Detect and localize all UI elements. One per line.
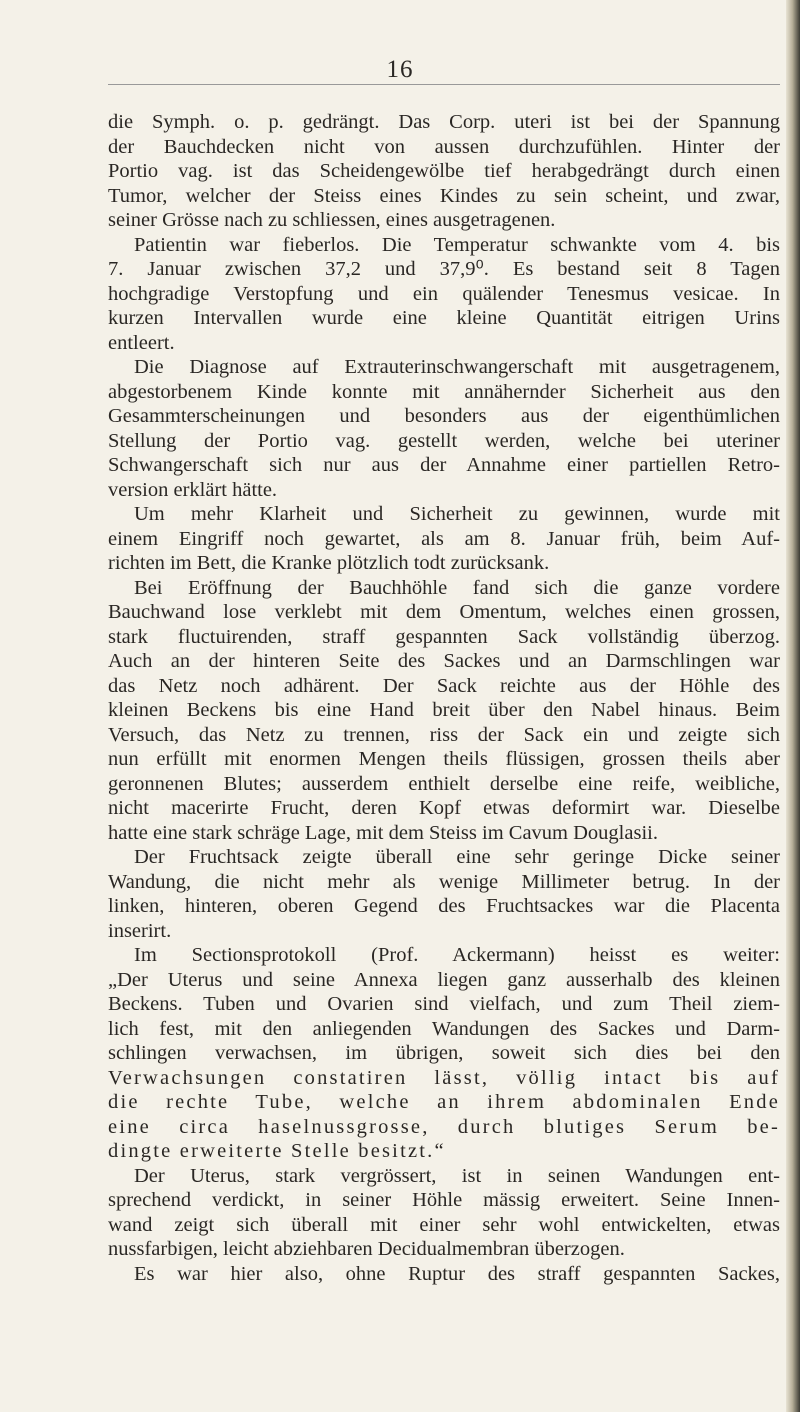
text-line: Schwangerschaft sich nur aus der Annahme einer partiellen Retro-	[108, 454, 780, 476]
text-line: kleinen Beckens bis eine Hand breit über den Nabel hinaus. Beim	[108, 699, 780, 721]
text-line: Beckens. Tuben und Ovarien sind vielfach, und zum Theil ziem-	[108, 993, 780, 1015]
text-line: 7. Januar zwischen 37,2 und 37,9⁰. Es bestand seit 8 Tagen	[108, 258, 780, 280]
text-line: Stellung der Portio vag. gestellt werden, welche bei uteriner	[108, 429, 780, 452]
text-line: Patientin war fieberlos. Die Temperatur schwankte vom 4. bis	[134, 233, 780, 256]
text-line: eine circa haselnussgrosse, durch blutiges Serum be-	[108, 1115, 780, 1138]
text-line: entleert.	[108, 331, 175, 354]
text-line: seiner Grösse nach zu schliessen, eines ausgetragenen.	[108, 209, 556, 231]
text-line: der Bauchdecken nicht von aussen durchzufühlen. Hinter der	[108, 135, 780, 158]
text-line: version erklärt hätte.	[108, 478, 278, 501]
text-line: Der Fruchtsack zeigte überall eine sehr geringe Dicke seiner	[134, 846, 780, 868]
text-line: Bei Eröffnung der Bauchhöhle fand sich die ganze vordere	[134, 576, 780, 599]
text-line: Wandung, die nicht mehr als wenige Millimeter betrug. In der	[108, 870, 780, 893]
text-line: schlingen verwachsen, im übrigen, soweit sich dies bei den	[108, 1042, 780, 1064]
text-line: dingte erweiterte Stelle besitzt.“	[108, 1140, 446, 1162]
text-line: Portio vag. ist das Scheidengewölbe tief herabgedrängt durch einen	[108, 160, 780, 182]
text-line: nicht macerirte Frucht, deren Kopf etwas deformirt war. Dieselbe	[108, 797, 780, 819]
text-line: das Netz noch adhärent. Der Sack reichte aus der Höhle des	[108, 674, 780, 697]
header-rule	[108, 84, 780, 85]
text-line: richten im Bett, die Kranke plötzlich todt zurücksank.	[108, 552, 550, 574]
text-line: die Symph. o. p. gedrängt. Das Corp. uteri ist bei der Spannung	[108, 111, 780, 133]
text-line: geronnenen Blutes; ausserdem enthielt derselbe eine reife, weibliche,	[108, 772, 780, 795]
text-line: sprechend verdickt, in seiner Höhle mässig erweitert. Seine Innen-	[108, 1189, 780, 1211]
text-line: hochgradige Verstopfung und ein quälender Tenesmus vesicae. In	[108, 282, 780, 305]
text-line: nun erfüllt mit enormen Mengen theils flüssigen, grossen theils aber	[108, 748, 780, 770]
text-line: hatte eine stark schräge Lage, mit dem Steiss im Cavum Douglasii.	[108, 821, 658, 844]
text-line: Es war hier also, ohne Ruptur des straff gespannten Sackes,	[134, 1262, 780, 1285]
page-number: 16	[386, 56, 414, 83]
text-line: einem Eingriff noch gewartet, als am 8. Januar früh, beim Auf-	[108, 527, 780, 550]
text-line: wand zeigt sich überall mit einer sehr wohl entwickelten, etwas	[108, 1213, 780, 1236]
text-line: Gesammterscheinungen und besonders aus der eigenthümlichen	[108, 405, 780, 427]
text-line: Tumor, welcher der Steiss eines Kindes zu sein scheint, und zwar,	[108, 184, 780, 207]
text-line: „Der Uterus und seine Annexa liegen ganz ausserhalb des kleinen	[108, 968, 780, 991]
body-text	[108, 110, 780, 1286]
text-line: kurzen Intervallen wurde eine kleine Quantität eitrigen Urins	[108, 307, 780, 329]
text-line: Versuch, das Netz zu trennen, riss der Sack ein und zeigte sich	[108, 723, 780, 746]
text-line: Die Diagnose auf Extrauterinschwangerschaft mit ausgetragenem,	[134, 356, 780, 378]
text-line: Um mehr Klarheit und Sicherheit zu gewinnen, wurde mit	[134, 503, 780, 525]
text-line: linken, hinteren, oberen Gegend des Fruchtsackes war die Placenta	[108, 895, 780, 917]
page-edge-shadow	[786, 0, 800, 1412]
text-line: Im Sectionsprotokoll (Prof. Ackermann) heisst es weiter:	[134, 944, 780, 966]
text-line: Verwachsungen constatiren lässt, völlig intact bis auf	[108, 1066, 780, 1089]
text-line: Bauchwand lose verklebt mit dem Omentum, welches einen grossen,	[108, 601, 780, 623]
text-line: Der Uterus, stark vergrössert, ist in seinen Wandungen ent-	[134, 1164, 780, 1187]
text-line: die rechte Tube, welche an ihrem abdominalen Ende	[108, 1091, 780, 1113]
text-line: nussfarbigen, leicht abziehbaren Decidualmembran überzogen.	[108, 1238, 625, 1260]
text-line: abgestorbenem Kinde konnte mit annähernder Sicherheit aus den	[108, 380, 780, 403]
text-line: inserirt.	[108, 919, 172, 942]
text-line: stark fluctuirenden, straff gespannten Sack vollständig überzog.	[108, 625, 780, 648]
text-line: lich fest, mit den anliegenden Wandungen des Sackes und Darm-	[108, 1017, 780, 1040]
text-line: Auch an der hinteren Seite des Sackes und an Darmschlingen war	[108, 650, 780, 672]
